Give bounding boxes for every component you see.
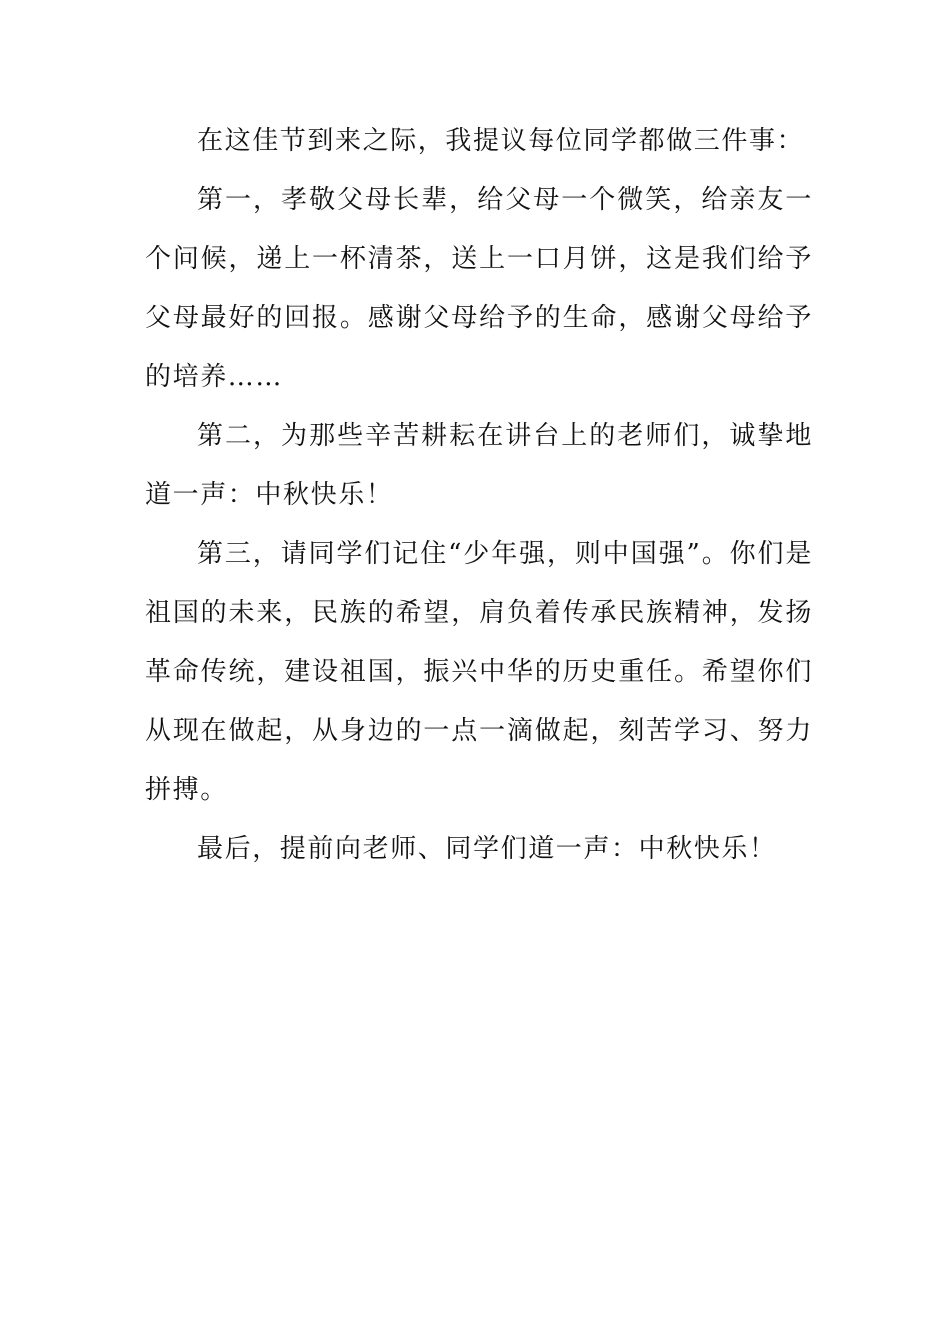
document-body [145, 112, 813, 879]
paragraph-second: 第二，为那些辛苦耕耘在讲台上的老师们，诚挚地道一声：中秋快乐！ [145, 421, 813, 510]
paragraph-closing: 最后，提前向老师、同学们道一声：中秋快乐！ [197, 834, 777, 864]
paragraph-first: 第一，孝敬父母长辈，给父母一个微笑，给亲友一个问候，递上一杯清茶，送上一口月饼，这是我们给予父母最好的回报。感谢父母给予的生命，感谢父母给予的培养…… [145, 185, 813, 392]
paragraph-intro: 在这佳节到来之际，我提议每位同学都做三件事： [197, 126, 805, 156]
paragraph-third: 第三，请同学们记住“少年强，则中国强”。你们是祖国的未来，民族的希望，肩负着传承民族精神，发扬革命传统，建设祖国，振兴中华的历史重任。希望你们从现在做起，从身边的一点一滴做起，刻苦学习、努力拼搏。 [145, 539, 813, 805]
